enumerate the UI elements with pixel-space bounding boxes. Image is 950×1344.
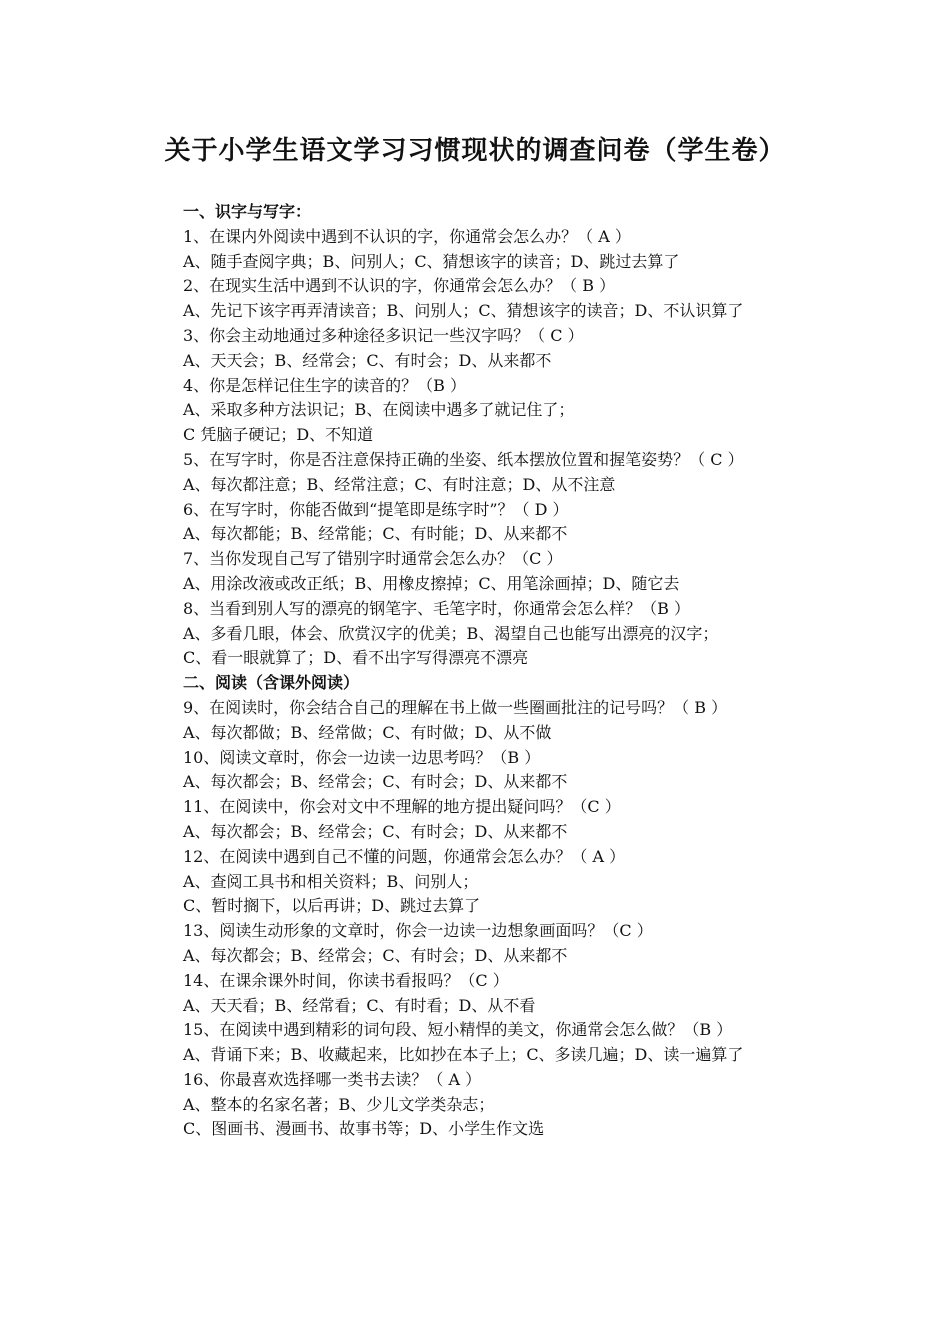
text-line: 2、在现实生活中遇到不认识的字，你通常会怎么办？（ B ） — [183, 276, 616, 296]
text-line: C、暂时搁下，以后再讲；D、跳过去算了 — [183, 896, 481, 916]
text-line: C、图画书、漫画书、故事书等；D、小学生作文选 — [183, 1119, 545, 1139]
text-line: C、看一眼就算了；D、看不出字写得漂亮不漂亮 — [183, 648, 529, 668]
text-line: 6、在写字时，你能否做到“提笔即是练字时”？（ D ） — [183, 499, 569, 519]
text-line: 5、在写字时，你是否注意保持正确的坐姿、纸本摆放位置和握笔姿势？（ C ） — [183, 449, 744, 469]
text-line: 16、你最喜欢选择哪一类书去读？（ A ） — [183, 1069, 482, 1089]
section-heading: 二、阅读（含课外阅读） — [183, 673, 360, 693]
text-line: A、每次都会；B、经常会；C、有时会；D、从来都不 — [183, 945, 568, 965]
text-line: 3、你会主动地通过多种途径多识记一些汉字吗？（ C ） — [183, 325, 584, 345]
text-line: 12、在阅读中遇到自己不懂的问题，你通常会怎么办？（ A ） — [183, 846, 626, 866]
text-line: A、每次都注意；B、经常注意；C、有时注意；D、从不注意 — [183, 474, 616, 494]
text-line: A、整本的名家名著；B、少儿文学类杂志； — [183, 1094, 495, 1114]
text-line: 14、在课余课外时间，你读书看报吗？（C ） — [183, 970, 509, 990]
text-line: A、先记下该字再弄清读音；B、问别人；C、猜想该字的读音；D、不认识算了 — [183, 301, 744, 321]
text-line: 1、在课内外阅读中遇到不认识的字，你通常会怎么办？（ A ） — [183, 226, 631, 246]
section-heading: 一、识字与写字： — [183, 202, 312, 221]
text-line: 4、你是怎样记住生字的读音的？（B ） — [183, 375, 467, 395]
text-line: A、查阅工具书和相关资料；B、问别人； — [183, 871, 479, 891]
text-line: A、每次都会；B、经常会；C、有时会；D、从来都不 — [183, 772, 568, 792]
text-line: A、每次都能；B、经常能；C、有时能；D、从来都不 — [183, 524, 568, 544]
text-line: A、每次都会；B、经常会；C、有时会；D、从来都不 — [183, 821, 568, 841]
text-line: A、采取多种方法识记；B、在阅读中遇多了就记住了； — [183, 400, 575, 420]
text-line: C 凭脑子硬记；D、不知道 — [183, 425, 374, 445]
text-line: 9、在阅读时，你会结合自己的理解在书上做一些圈画批注的记号吗？（ B ） — [183, 697, 728, 717]
text-line: A、多看几眼，体会、欣赏汉字的优美；B、渴望自己也能写出漂亮的汉字； — [183, 623, 719, 643]
text-line: 13、阅读生动形象的文章时，你会一边读一边想象画面吗？（C ） — [183, 921, 653, 941]
text-line: A、用涂改液或改正纸；B、用橡皮擦掉；C、用笔涂画掉；D、随它去 — [183, 573, 680, 593]
text-line: 8、当看到别人写的漂亮的钢笔字、毛笔字时，你通常会怎么样？（B ） — [183, 598, 691, 618]
text-line: 7、当你发现自己写了错别字时通常会怎么办？（C ） — [183, 549, 563, 569]
text-line: 11、在阅读中，你会对文中不理解的地方提出疑问吗？（C ） — [183, 797, 621, 817]
text-line: A、每次都做；B、经常做；C、有时做；D、从不做 — [183, 722, 552, 742]
text-line: A、随手查阅字典；B、问别人；C、猜想该字的读音；D、跳过去算了 — [183, 251, 680, 271]
questionnaire-body — [147, 200, 812, 1142]
text-line: A、背诵下来；B、收藏起来，比如抄在本子上；C、多读几遍；D、读一遍算了 — [183, 1045, 744, 1065]
text-line: A、天天看；B、经常看；C、有时看；D、从不看 — [183, 995, 536, 1015]
document-title: 关于小学生语文学习习惯现状的调查问卷（学生卷） — [164, 136, 786, 166]
text-line: A、天天会；B、经常会；C、有时会；D、从来都不 — [183, 350, 552, 370]
text-line: 15、在阅读中遇到精彩的词句段、短小精悍的美文，你通常会怎么做？（B ） — [183, 1020, 733, 1040]
text-line: 10、阅读文章时，你会一边读一边思考吗？（B ） — [183, 747, 541, 767]
